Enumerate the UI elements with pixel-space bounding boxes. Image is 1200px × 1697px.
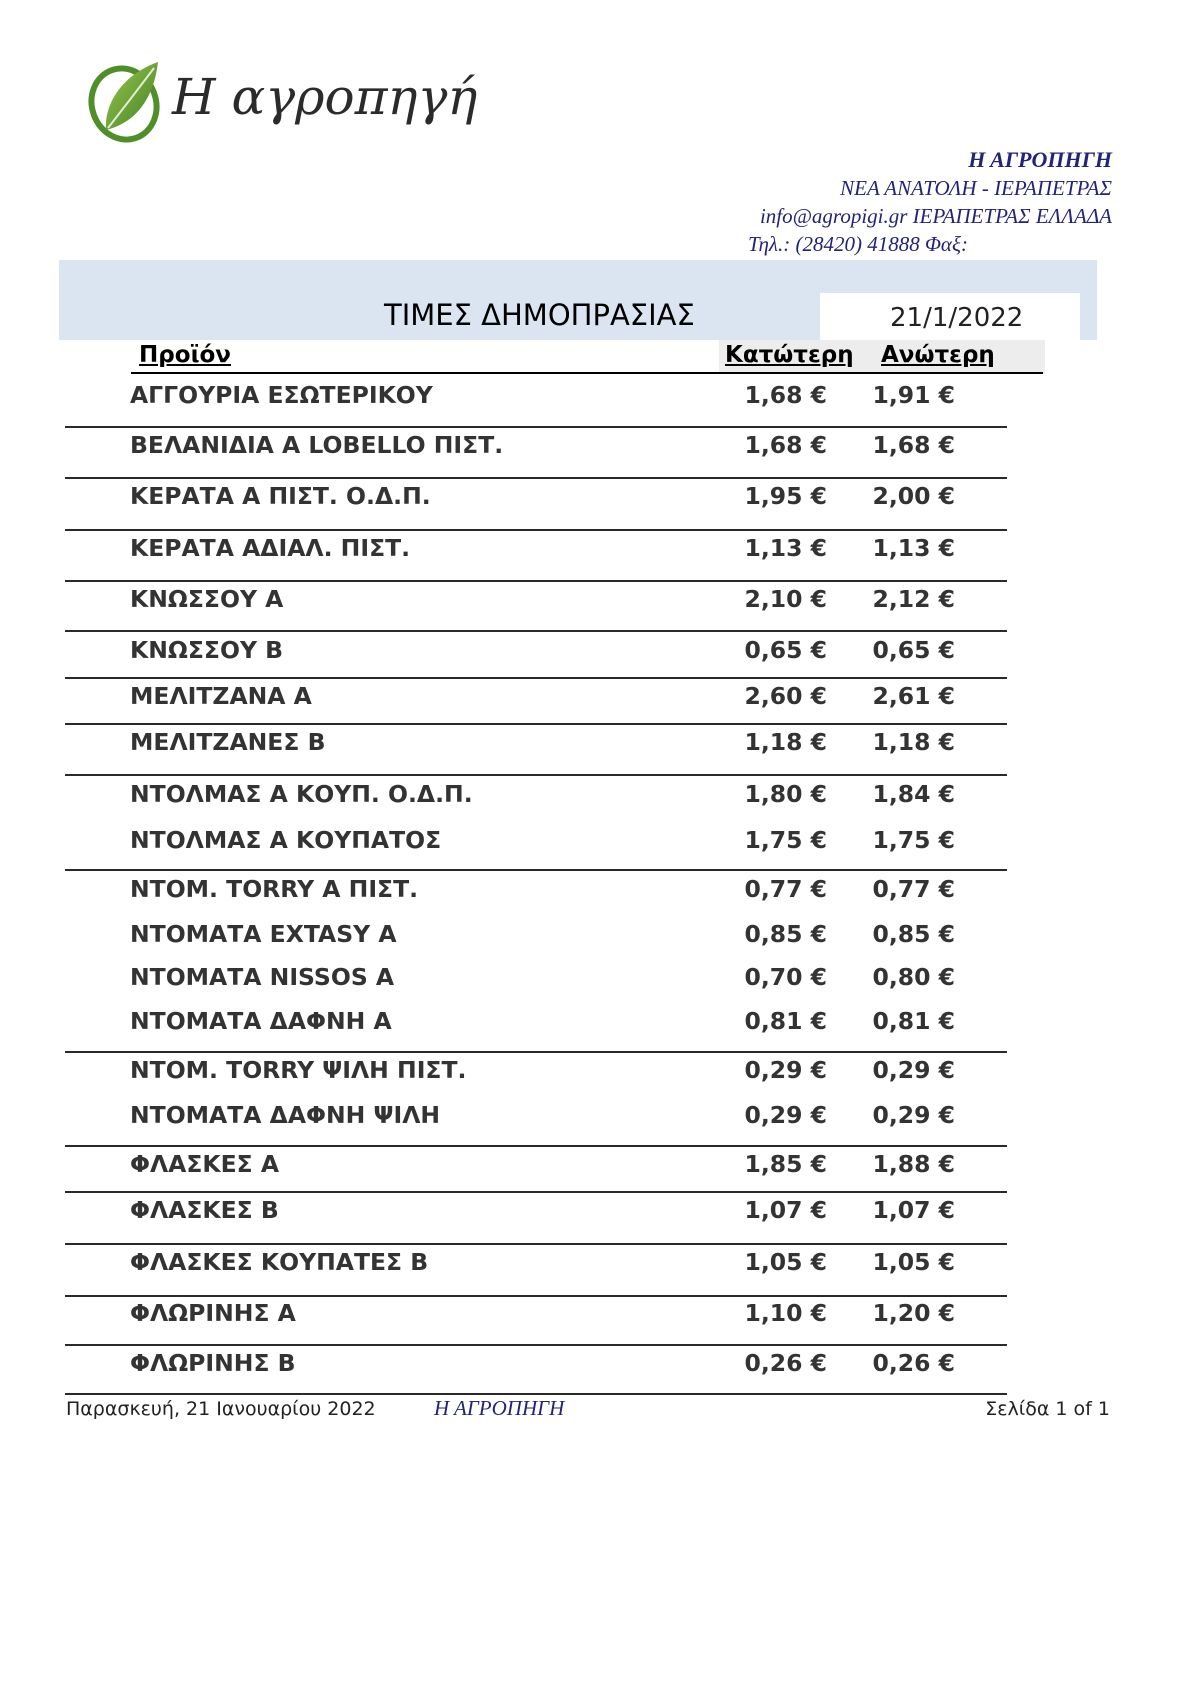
min-price: 1,80 € <box>744 780 827 808</box>
row-divider <box>65 630 1007 632</box>
min-price: 1,85 € <box>744 1150 827 1178</box>
max-price: 1,68 € <box>872 431 955 459</box>
report-date: 21/1/2022 <box>890 303 1024 333</box>
product-name: ΜΕΛΙΤΖΑΝΑ Α <box>130 682 312 710</box>
product-name: ΝΤΟΜΑΤΑ ΔΑΦΝΗ Α <box>130 1007 392 1035</box>
max-price: 1,20 € <box>872 1299 955 1327</box>
product-name: ΝΤΟΜΑΤΑ ΔΑΦΝΗ ΨΙΛΗ <box>130 1101 441 1129</box>
product-name: ΝΤΟΜ. TORRY ΨΙΛΗ ΠΙΣΤ. <box>130 1056 467 1084</box>
min-price: 0,26 € <box>744 1349 827 1377</box>
row-divider <box>65 580 1007 582</box>
max-price: 1,05 € <box>872 1248 955 1276</box>
column-header-product: Προϊόν <box>139 342 231 368</box>
company-phone: Τηλ.: (28420) 41888 Φαξ: <box>747 232 968 256</box>
product-name: ΦΛΑΣΚΕΣ Α <box>130 1150 280 1178</box>
company-name: Η ΑΓΡΟΠΗΓΗ <box>968 147 1112 172</box>
min-price: 0,29 € <box>744 1056 827 1084</box>
row-divider <box>65 723 1007 725</box>
row-divider <box>65 869 1007 871</box>
product-name: ΦΛΑΣΚΕΣ ΚΟΥΠΑΤΕΣ Β <box>130 1248 429 1276</box>
row-divider <box>65 1295 1007 1297</box>
footer-date: Παρασκευή, 21 Ιανουαρίου 2022 <box>66 1398 376 1420</box>
min-price: 0,65 € <box>744 636 827 664</box>
table-header <box>59 340 995 374</box>
product-name: ΦΛΑΣΚΕΣ Β <box>130 1196 279 1224</box>
row-divider <box>65 677 1007 679</box>
max-price: 1,07 € <box>872 1196 955 1224</box>
max-price: 0,26 € <box>872 1349 955 1377</box>
max-price: 0,29 € <box>872 1056 955 1084</box>
min-price: 0,85 € <box>744 920 827 948</box>
product-name: ΝΤΟΜΑΤΑ EXTASY Α <box>130 920 397 948</box>
row-divider <box>65 477 1007 479</box>
product-name: ΜΕΛΙΤΖΑΝΕΣ Β <box>130 728 326 756</box>
max-price: 2,00 € <box>872 482 955 510</box>
max-price: 0,85 € <box>872 920 955 948</box>
row-divider <box>65 1344 1007 1346</box>
min-price: 1,05 € <box>744 1248 827 1276</box>
min-price: 0,81 € <box>744 1007 827 1035</box>
max-price: 1,84 € <box>872 780 955 808</box>
product-name: ΚΝΩΣΣΟΥ Α <box>130 585 284 613</box>
max-price: 1,13 € <box>872 534 955 562</box>
product-name: ΝΤΟΛΜΑΣ Α ΚΟΥΠ. Ο.Δ.Π. <box>130 780 473 808</box>
row-divider <box>65 529 1007 531</box>
min-price: 1,18 € <box>744 728 827 756</box>
logo-text: Η αγροπηγή <box>172 68 478 126</box>
row-divider <box>65 774 1007 776</box>
product-name: ΒΕΛΑΝΙΔΙΑ Α LOBELLO ΠΙΣΤ. <box>130 431 504 459</box>
min-price: 1,07 € <box>744 1196 827 1224</box>
row-divider <box>65 1051 1007 1053</box>
company-email: info@agropigi.gr ΙΕΡΑΠΕΤΡΑΣ ΕΛΛΑΔΑ <box>759 204 1112 228</box>
row-divider <box>65 1393 1007 1395</box>
min-price: 2,10 € <box>744 585 827 613</box>
min-price: 1,68 € <box>744 381 827 409</box>
footer-page-number: Σελίδα 1 of 1 <box>985 1398 1110 1420</box>
max-price: 0,81 € <box>872 1007 955 1035</box>
min-price: 1,68 € <box>744 431 827 459</box>
product-name: ΦΛΩΡΙΝΗΣ Β <box>130 1349 296 1377</box>
max-price: 1,75 € <box>872 826 955 854</box>
max-price: 0,80 € <box>872 963 955 991</box>
min-price: 1,10 € <box>744 1299 827 1327</box>
company-info <box>747 146 1112 258</box>
min-price: 2,60 € <box>744 682 827 710</box>
max-price: 0,65 € <box>872 636 955 664</box>
min-price: 1,95 € <box>744 482 827 510</box>
min-price: 1,13 € <box>744 534 827 562</box>
product-name: ΦΛΩΡΙΝΗΣ Α <box>130 1299 296 1327</box>
footer-company: Η ΑΓΡΟΠΗΓΗ <box>434 1396 565 1420</box>
max-price: 2,12 € <box>872 585 955 613</box>
row-divider <box>65 426 1007 428</box>
max-price: 0,29 € <box>872 1101 955 1129</box>
row-divider <box>65 1191 1007 1193</box>
leaf-logo-icon <box>84 52 174 152</box>
product-name: ΚΕΡΑΤΑ Α ΠΙΣΤ. Ο.Δ.Π. <box>130 482 431 510</box>
min-price: 1,75 € <box>744 826 827 854</box>
max-price: 1,18 € <box>872 728 955 756</box>
product-name: ΑΓΓΟΥΡΙΑ ΕΣΩΤΕΡΙΚΟΥ <box>130 381 433 409</box>
product-name: ΝΤΟΛΜΑΣ Α ΚΟΥΠΑΤΟΣ <box>130 826 442 854</box>
column-header-max: Ανώτερη <box>881 342 995 368</box>
product-name: ΚΕΡΑΤΑ ΑΔΙΑΛ. ΠΙΣΤ. <box>130 534 411 562</box>
header-rule <box>131 372 1043 374</box>
company-address: ΝΕΑ ΑΝΑΤΟΛΗ - ΙΕΡΑΠΕΤΡΑΣ <box>840 176 1112 200</box>
min-price: 0,77 € <box>744 875 827 903</box>
min-price: 0,70 € <box>744 963 827 991</box>
product-name: ΝΤΟΜ. TORRY Α ΠΙΣΤ. <box>130 875 419 903</box>
row-divider <box>65 1243 1007 1245</box>
max-price: 0,77 € <box>872 875 955 903</box>
row-divider <box>65 1145 1007 1147</box>
max-price: 1,88 € <box>872 1150 955 1178</box>
column-header-min: Κατώτερη <box>725 342 854 368</box>
min-price: 0,29 € <box>744 1101 827 1129</box>
report-title: ΤΙΜΕΣ ΔΗΜΟΠΡΑΣΙΑΣ <box>384 298 695 332</box>
product-name: ΝΤΟΜΑΤΑ NISSOS Α <box>130 963 395 991</box>
product-name: ΚΝΩΣΣΟΥ Β <box>130 636 284 664</box>
max-price: 2,61 € <box>872 682 955 710</box>
max-price: 1,91 € <box>872 381 955 409</box>
company-logo <box>84 52 478 152</box>
